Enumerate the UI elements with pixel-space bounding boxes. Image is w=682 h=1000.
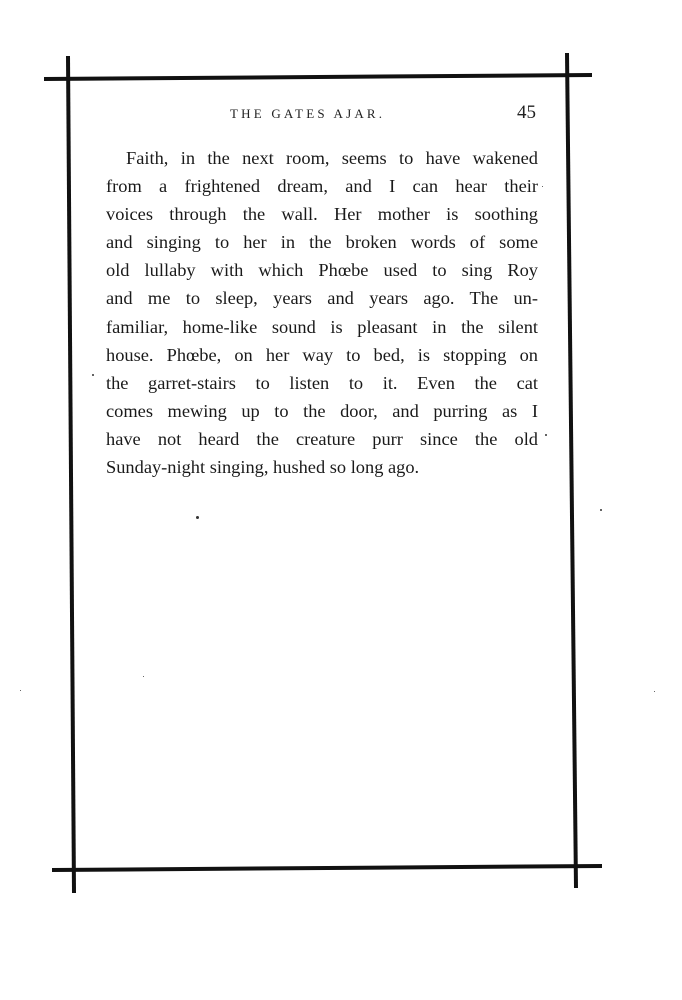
text-line: have not heard the creature purr since the old — [106, 428, 538, 449]
text-line: and me to sleep, years and years ago. The un- — [106, 288, 538, 309]
text-line: familiar, home-like sound is pleasant in the silent — [106, 316, 538, 337]
text-line: and singing to her in the broken words of some — [106, 232, 538, 253]
scan-speck — [143, 676, 144, 677]
text-line: voices through the wall. Her mother is soothing — [106, 204, 538, 225]
text-line: house. Phœbe, on her way to bed, is stopping on — [106, 344, 538, 365]
scan-speck — [600, 509, 602, 511]
text-line: old lullaby with which Phœbe used to sing Roy — [106, 260, 538, 281]
right-rule — [567, 53, 576, 888]
scan-speck — [20, 690, 21, 691]
top-rule — [44, 75, 592, 79]
scan-speck — [92, 374, 94, 376]
text-line: Faith, in the next room, seems to have wakened — [126, 148, 538, 168]
page-number: 45 — [517, 102, 536, 123]
text-line: Sunday-night singing, hushed so long ago. — [106, 457, 420, 478]
scan-speck — [542, 186, 543, 187]
scan-speck — [545, 434, 547, 436]
text-line: the garret-stairs to listen to it. Even the cat — [106, 372, 538, 393]
text-line: from a frightened dream, and I can hear their — [106, 176, 538, 197]
bottom-rule — [52, 866, 602, 870]
left-rule — [68, 56, 74, 893]
body-text — [106, 144, 538, 481]
running-title: THE GATES AJAR. — [230, 106, 386, 121]
scan-speck — [654, 691, 655, 692]
text-line: comes mewing up to the door, and purring as I — [106, 400, 538, 421]
running-head — [100, 104, 540, 128]
scan-speck — [196, 516, 199, 519]
